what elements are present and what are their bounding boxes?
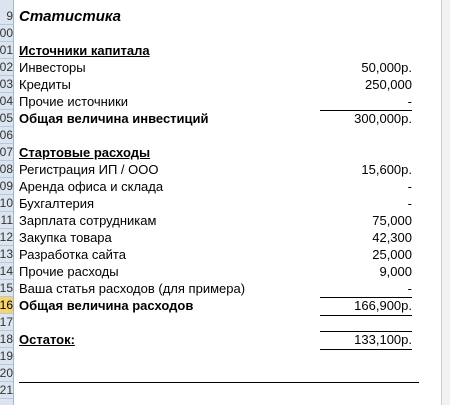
expenses-heading: Стартовые расходы [19,145,151,160]
row-number[interactable]: 05 [0,111,13,125]
row-number[interactable]: 14 [0,264,13,278]
row-number[interactable]: 02 [0,60,13,74]
sheet-title: Статистика [19,8,121,25]
capital-item-value[interactable]: 50,000р. [361,60,412,75]
expenses-total-value[interactable]: 166,900р. [354,298,412,313]
sheet-row [0,382,450,399]
sheet-row [0,178,450,195]
sheet-row [0,8,450,25]
expense-item-label[interactable]: Регистрация ИП / ООО [19,162,159,177]
expense-item-value[interactable]: 25,000 [372,247,412,262]
expense-item-value[interactable]: - [407,196,412,211]
expenses-total-label[interactable]: Общая величина расходов [19,298,194,313]
sheet-row [0,42,450,59]
row-number[interactable]: 07 [0,145,13,159]
row-number[interactable]: 13 [0,247,13,261]
sheet-row [0,331,450,348]
capital-item-value[interactable]: - [407,94,412,109]
capital-heading: Источники капитала [19,43,150,58]
sheet-row [0,263,450,280]
capital-item-label[interactable]: Прочие источники [19,94,129,109]
expense-item-label[interactable]: Разработка сайта [19,247,126,262]
balance-value[interactable]: 133,100р. [354,332,412,347]
sheet-row [0,246,450,263]
row-number[interactable]: 09 [0,179,13,193]
row-number[interactable]: 08 [0,162,13,176]
sheet-row [0,212,450,229]
sheet-row [0,280,450,297]
sheet-row [0,93,450,110]
expense-item-value[interactable]: - [407,179,412,194]
row-number[interactable]: 11 [0,213,13,227]
row-number[interactable]: 19 [0,349,13,363]
expense-item-label[interactable]: Бухгалтерия [19,196,95,211]
row-number-selected[interactable]: 16 [0,298,13,312]
expense-item-label[interactable]: Ваша статья расходов (для примера) [19,281,246,296]
row-number[interactable]: 10 [0,196,13,210]
expense-item-value[interactable]: 75,000 [372,213,412,228]
expense-item-label[interactable]: Аренда офиса и склада [19,179,164,194]
expense-item-value[interactable]: 15,600р. [361,162,412,177]
sheet-row [0,229,450,246]
row-number[interactable]: 17 [0,315,13,329]
capital-item-label[interactable]: Кредиты [19,77,71,92]
sheet-row [0,127,450,144]
expense-item-value[interactable]: 9,000 [379,264,412,279]
capital-item-label[interactable]: Инвесторы [19,60,86,75]
row-number[interactable]: 9 [0,8,13,25]
row-number[interactable]: 06 [0,128,13,142]
sheet-row [0,25,450,42]
row-number[interactable]: 03 [0,77,13,91]
capital-item-value[interactable]: 250,000 [365,77,412,92]
sheet-row [0,297,450,314]
sheet-row [0,195,450,212]
sheet-row [0,314,450,331]
sheet-row [0,144,450,161]
row-number[interactable]: 21 [0,383,13,397]
row-number[interactable]: 18 [0,332,13,346]
expense-item-label[interactable]: Закупка товара [19,230,112,245]
sheet-row [0,161,450,178]
row-number[interactable]: 00 [0,26,13,40]
sheet-row [0,59,450,76]
expense-item-value[interactable]: - [407,281,412,296]
sheet-row [0,110,450,127]
expense-item-label[interactable]: Зарплата сотрудникам [19,213,157,228]
expense-item-value[interactable]: 42,300 [372,230,412,245]
sheet-row [0,348,450,365]
row-number[interactable]: 01 [0,43,13,57]
row-number[interactable]: 15 [0,281,13,295]
expense-item-label[interactable]: Прочие расходы [19,264,119,279]
row-number[interactable]: 12 [0,230,13,244]
sheet-row [0,365,450,382]
row-number[interactable]: 20 [0,366,13,380]
sheet-row [0,76,450,93]
row-number[interactable]: 04 [0,94,13,108]
capital-total-value[interactable]: 300,000р. [354,111,412,126]
balance-label[interactable]: Остаток: [19,332,75,347]
capital-total-label[interactable]: Общая величина инвестиций [19,111,209,126]
